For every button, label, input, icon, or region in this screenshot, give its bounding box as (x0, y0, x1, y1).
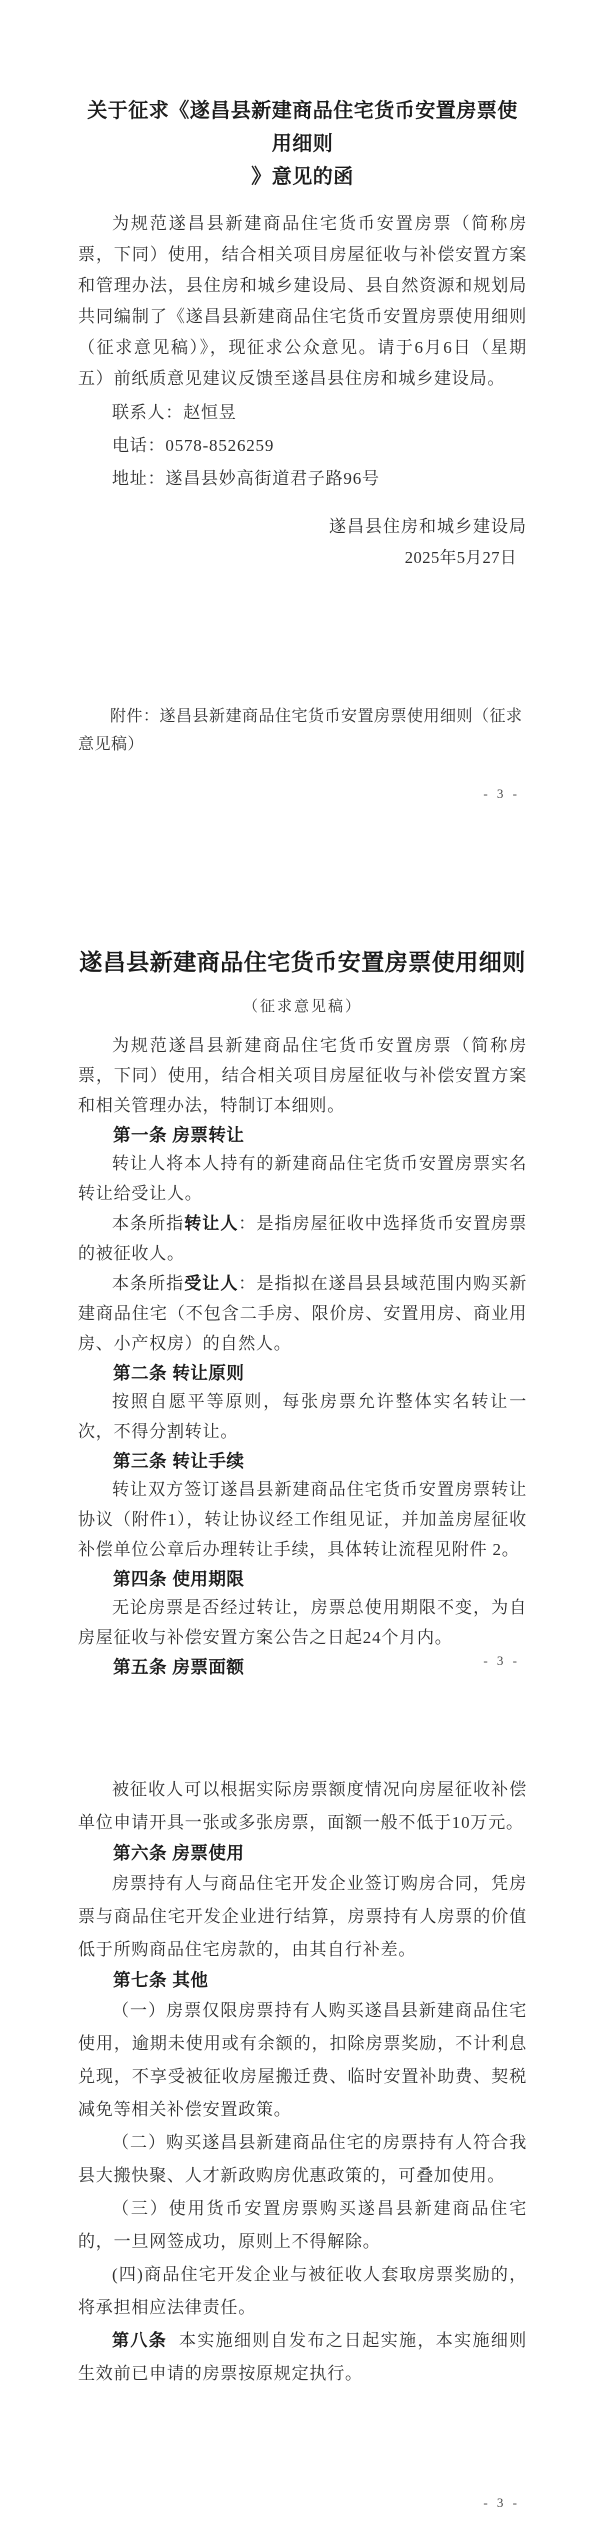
contact-person-line: 联系人：赵恒昱 (112, 402, 237, 422)
article-6-heading: 第六条 房票使用 (113, 1843, 245, 1863)
transferor-def-rest: ：是指房屋征收中选择货币安置房票的被征收人。 (78, 1214, 527, 1264)
phone-line: 电话：0578-8526259 (112, 435, 275, 455)
article-8-text: 本实施细则自发布之日起实施，本实施细则生效前已申请的房票按原规定执行。 (78, 2331, 527, 2383)
page-number: - 3 - (483, 1653, 520, 1668)
article-1-paragraph-1: 转让人将本人持有的新建商品住宅货币安置房票实名转让给受让人。 (78, 1154, 527, 1204)
article-7-item-3: （三）使用货币安置房票购买遂昌县新建商品住宅的，一旦网签成功，原则上不得解除。 (78, 2199, 527, 2251)
article-7-item-1: （一）房票仅限房票持有人购买遂昌县新建商品住宅使用，逾期未使用或有余额的，扣除房票奖励，不计利息兑现，不享受被征收房屋搬迁费、临时安置补助费、契税减免等相关补偿安置政策。 (78, 2001, 527, 2119)
letter-title-line2: 》意见的函 (251, 166, 354, 189)
letter-title (78, 95, 527, 194)
article-7-item-2: （二）购买遂昌县新建商品住宅的房票持有人符合我县大搬快聚、人才新政购房优惠政策的，可叠加使用。 (78, 2133, 527, 2185)
article-1-paragraph-2 (78, 1209, 527, 1269)
article-7-item-4: (四)商品住宅开发企业与被征收人套取房票奖励的，将承担相应法律责任。 (78, 2265, 527, 2317)
article-3-paragraph-1: 转让双方签订遂昌县新建商品住宅货币安置房票转让协议（附件1），转让协议经工作组见证，并加盖房屋征收补偿单位公章后办理转让手续，具体转让流程见附件 2。 (78, 1480, 527, 1560)
article-4-paragraph-1: 无论房票是否经过转让，房票总使用期限不变，为自房屋征收与补偿安置方案公告之日起24个月内。 (78, 1598, 527, 1648)
page-number: - 3 - (483, 786, 520, 801)
contact-block (78, 396, 527, 495)
article-4-heading: 第四条 使用期限 (113, 1569, 245, 1590)
article-6-paragraph-1: 房票持有人与商品住宅开发企业签订购房合同，凭房票与商品住宅开发企业进行结算，房票持有人房票的价值低于所购商品住宅房款的，由其自行补差。 (78, 1874, 527, 1959)
rules-page-2 (0, 1680, 600, 2546)
transferee-term: 受让人 (184, 1274, 239, 1294)
signature-date: 2025年5月27日 (404, 547, 517, 567)
article-2-heading: 第二条 转让原则 (113, 1363, 245, 1384)
page-number: - 3 - (483, 2495, 520, 2510)
letter-body-paragraph: 为规范遂昌县新建商品住宅货币安置房票（简称房票，下同）使用，结合相关项目房屋征收与补偿安置方案和管理办法，县住房和城乡建设局、县自然资源和规划局共同编制了《遂昌县新建商品住宅货币安置房票使用细则（征求意见稿）》，现征求公众意见。请于6月6日（星期五）前纸质意见建议反馈至遂昌县住房和城乡建设局。 (78, 213, 527, 388)
article-3-heading: 第三条 转让手续 (113, 1451, 245, 1472)
transferee-def-prefix: 本条所指 (112, 1274, 185, 1294)
signature-block (78, 511, 527, 573)
letter-title-line1: 关于征求《遂昌县新建商品住宅货币安置房票使用细则 (87, 100, 518, 156)
article-5-heading: 第五条 房票面额 (113, 1657, 245, 1678)
letter-page (0, 0, 600, 810)
signature-organization: 遂昌县住房和城乡建设局 (329, 516, 527, 536)
article-1-paragraph-3 (78, 1269, 527, 1359)
rules-subtitle: （征求意见稿） (242, 999, 362, 1016)
rules-intro-paragraph: 为规范遂昌县新建商品住宅货币安置房票（简称房票，下同）使用，结合相关项目房屋征收与补偿安置方案和相关管理办法，特制订本细则。 (78, 1036, 527, 1116)
article-8-heading: 第八条 (112, 2331, 168, 2350)
transferor-term: 转让人 (184, 1214, 239, 1234)
rules-title: 遂昌县新建商品住宅货币安置房票使用细则 (79, 949, 526, 976)
attachment-line: 附件：遂昌县新建商品住宅货币安置房票使用细则（征求意见稿） (78, 707, 523, 753)
article-8-paragraph (78, 2324, 527, 2390)
address-line: 地址：遂昌县妙高街道君子路96号 (112, 468, 380, 488)
article-7-heading: 第七条 其他 (113, 1970, 209, 1990)
transferor-def-prefix: 本条所指 (112, 1214, 185, 1234)
rules-page-1 (0, 810, 600, 1680)
transferee-def-rest: ：是指拟在遂昌县县域范围内购买新建商品住宅（不包含二手房、限价房、安置用房、商业用房、小产权房）的自然人。 (78, 1274, 527, 1354)
article-1-heading: 第一条 房票转让 (113, 1125, 245, 1146)
article-5-paragraph-1: 被征收人可以根据实际房票额度情况向房屋征收补偿单位申请开具一张或多张房票，面额一般不低于10万元。 (78, 1780, 527, 1832)
article-2-paragraph-1: 按照自愿平等原则，每张房票允许整体实名转让一次，不得分割转让。 (78, 1392, 527, 1442)
